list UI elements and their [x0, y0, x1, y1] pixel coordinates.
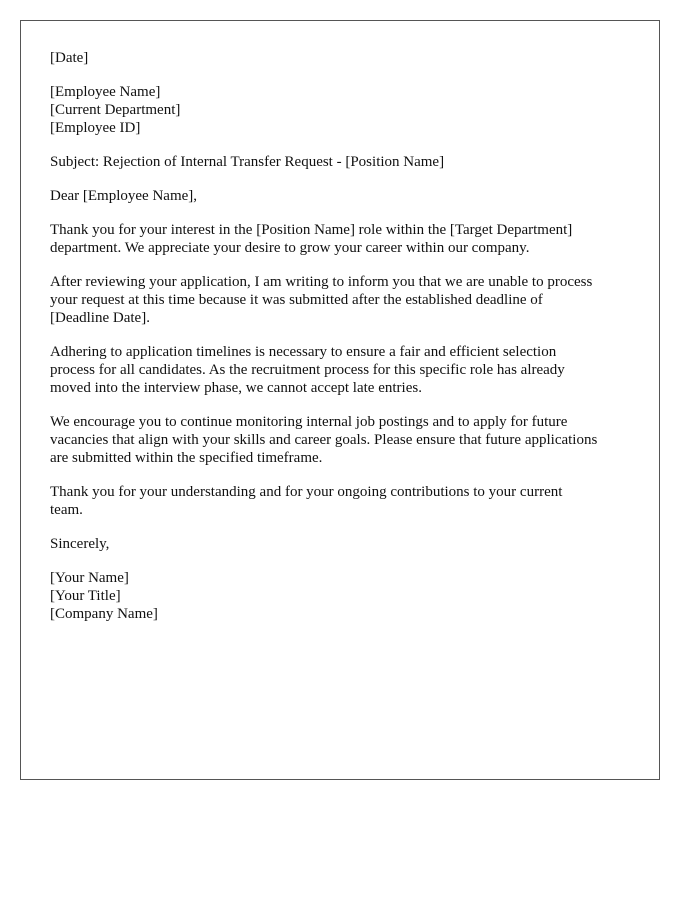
paragraph-3-line: Adhering to application timelines is necessary to ensure a fair and efficient selection	[50, 344, 557, 360]
closing-block	[50, 535, 640, 553]
paragraph-3	[50, 343, 640, 397]
paragraph-3-line: moved into the interview phase, we cannot accept late entries.	[50, 380, 422, 396]
paragraph-1	[50, 221, 640, 257]
salutation-block	[50, 187, 640, 205]
paragraph-2	[50, 273, 640, 327]
signature-block	[50, 569, 640, 623]
subject-block	[50, 153, 640, 171]
paragraph-1-line: Thank you for your interest in the [Position Name] role within the [Target Department]	[50, 222, 573, 238]
paragraph-5	[50, 483, 640, 519]
recipient-block	[50, 83, 640, 137]
paragraph-4-line: We encourage you to continue monitoring internal job postings and to apply for future	[50, 414, 568, 430]
letter-page	[20, 20, 660, 780]
letter-salutation: Dear [Employee Name],	[50, 188, 198, 204]
paragraph-1-line: department. We appreciate your desire to grow your career within our company.	[50, 240, 530, 256]
letter-body	[50, 49, 640, 639]
paragraph-4-line: are submitted within the specified timeframe.	[50, 450, 323, 466]
signature-title: [Your Title]	[50, 588, 121, 604]
paragraph-5-line: Thank you for your understanding and for your ongoing contributions to your current	[50, 484, 563, 500]
paragraph-4-line: vacancies that align with your skills and career goals. Please ensure that future applications	[50, 432, 598, 448]
paragraph-5-line: team.	[50, 502, 83, 518]
letter-closing: Sincerely,	[50, 536, 110, 552]
paragraph-2-line: After reviewing your application, I am writing to inform you that we are unable to process	[50, 274, 593, 290]
date-block	[50, 49, 640, 67]
paragraph-3-line: process for all candidates. As the recruitment process for this specific role has already	[50, 362, 565, 378]
signature-name: [Your Name]	[50, 570, 129, 586]
letter-subject: Subject: Rejection of Internal Transfer Request - [Position Name]	[50, 154, 445, 170]
recipient-id: [Employee ID]	[50, 120, 141, 136]
signature-company: [Company Name]	[50, 606, 158, 622]
paragraph-4	[50, 413, 640, 467]
paragraph-2-line: your request at this time because it was submitted after the established deadline of	[50, 292, 543, 308]
recipient-name: [Employee Name]	[50, 84, 161, 100]
paragraph-2-line: [Deadline Date].	[50, 310, 150, 326]
recipient-department: [Current Department]	[50, 102, 181, 118]
letter-date: [Date]	[50, 50, 89, 66]
